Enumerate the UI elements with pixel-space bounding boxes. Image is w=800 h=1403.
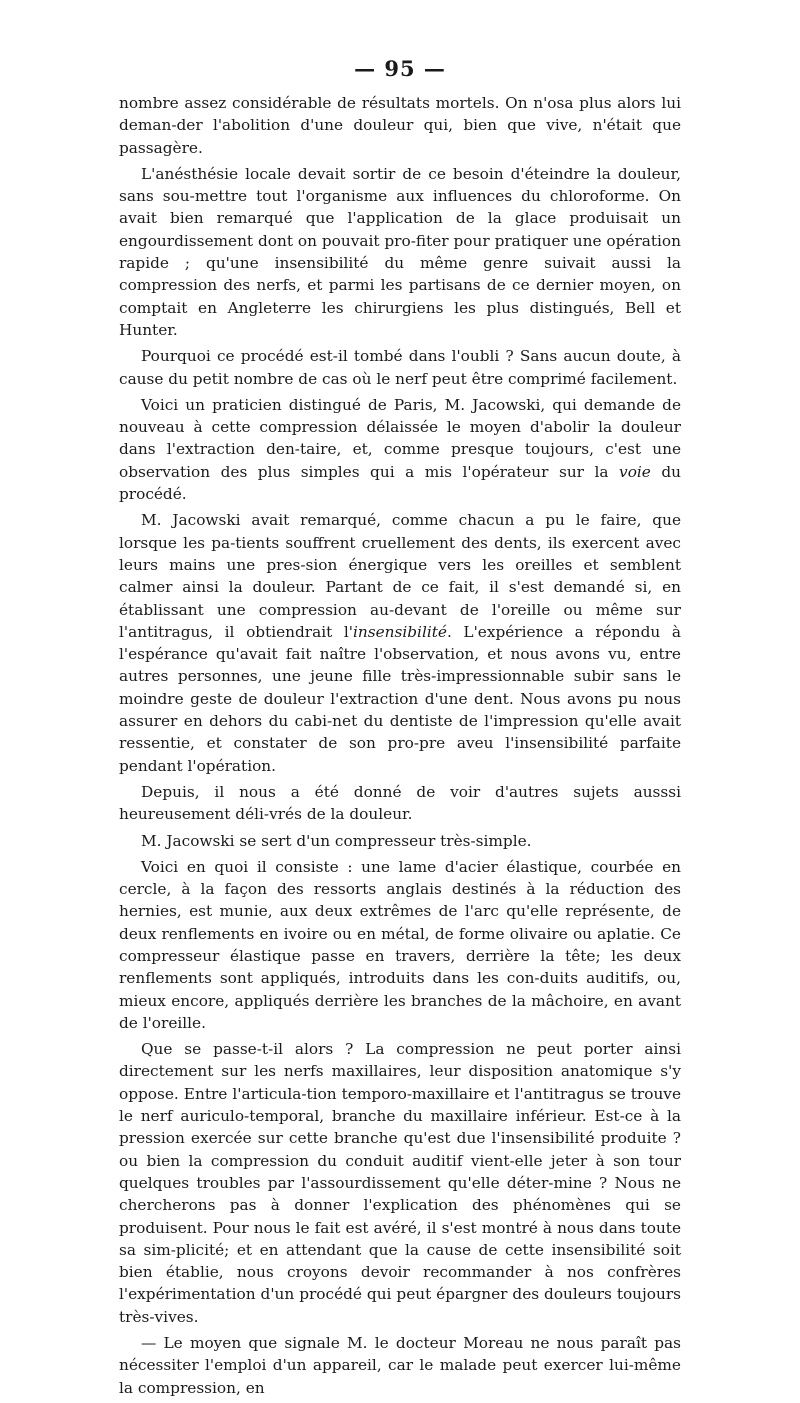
page-number: — 95 —	[354, 56, 446, 81]
paragraph-6: Depuis, il nous a été donné de voir d'autres sujets ausssi heureusement déli-vrés de la douleur.	[119, 782, 681, 824]
paragraph-4: Voici un praticien distingué de Paris, M. Jacowski, qui demande de nouveau à cette compression délaissée le moyen d'abolir la douleur dans l'extraction den-taire, et, comme presque toujours, c'est une observation des plus simples qui a mis l'opérateur sur la voie du procédé.	[119, 395, 682, 504]
paragraph-9: Que se passe-t-il alors ? La compression ne peut porter ainsi directement sur les nerfs maxillaires, leur disposition anatomique s'y oppose. Entre l'articula-tion temporo-maxillaire et l'antitragus se trouve le nerf auriculo-temporal, branche du maxillaire inférieur. Est-ce à la pression exercée sur cette branche qu'est due l'insensibilité produite ? ou bien la compression du conduit auditif vient-elle jeter à son tour quelques troubles par l'assourdissement qu'elle déter-mine ? Nous ne chercherons pas à donner l'explication des phénomènes qui se produisent. Pour nous le fait est avéré, il s'est montré à nous dans toute sa sim-plicité; et en attendant que la cause de cette insensibilité soit bien établie, nous croyons devoir recommander à nos confrères l'expérimentation d'un procédé qui peut épargner des douleurs toujours très-vives.	[119, 1040, 681, 1326]
paragraph-3: Pourquoi ce procédé est-il tombé dans l'oubli ? Sans aucun doute, à cause du petit nombre de cas où le nerf peut être comprimé facilement.	[119, 347, 681, 388]
paragraph-2: L'anésthésie locale devait sortir de ce besoin d'éteindre la douleur, sans sou-mettre tout l'organisme aux influences du chloroforme. On avait bien remarqué que l'application de la glace produisait un engourdissement dont on pouvait pro-fiter pour pratiquer une opération rapide ; qu'une insensibilité du même genre suivait aussi la compression des nerfs, et parmi les partisans de ce dernier moyen, on comptait en Angleterre les chirurgiens les plus distingués, Bell et Hunter.	[119, 164, 681, 339]
paragraph-1: nombre assez considérable de résultats mortels. On n'osa plus alors lui deman-der l'abolition d'une douleur qui, bien que vive, n'était que passagère.	[119, 94, 681, 157]
paragraph-5: M. Jacowski avait remarqué, comme chacun a pu le faire, que lorsque les pa-tients souffrent cruellement des dents, ils exercent avec leurs mains une pres-sion énergique vers les oreilles et semblent calmer ainsi la douleur. Partant de ce fait, il s'est demandé si, en établissant une compression au-devant de l'oreille ou même sur l'antitragus, il obtiendrait l'insensibilité. L'expérience a répondu à l'espérance qu'avait fait naître l'observation, et nous avons vu, entre autres personnes, une jeune fille très-impressionnable subir sans le moindre geste de douleur l'extraction d'une dent. Nous avons pu nous assurer en dehors du cabi-net du dentiste de l'impression qu'elle avait ressentie, et constater de son pro-pre aveu l'insensibilité parfaite pendant l'opération.	[119, 511, 682, 775]
paragraph-7: M. Jacowski se sert d'un compresseur très-simple.	[141, 831, 532, 850]
paragraph-10: — Le moyen que signale M. le docteur Moreau ne nous paraît pas nécessiter l'emploi d'un appareil, car le malade peut exercer lui-même la compression, en	[119, 1334, 681, 1397]
paragraph-8: Voici en quoi il consiste : une lame d'acier élastique, courbée en cercle, à la façon des ressorts anglais destinés à la réduction des hernies, est munie, aux deux extrêmes de l'arc qu'elle représente, de deux renflements en ivoire ou en métal, de forme olivaire ou aplatie. Ce compresseur élastique passe en travers, derrière la tête; les deux renflements sont appliqués, introduits dans les con-duits auditifs, ou, mieux encore, appliqués derrière les branches de la mâchoire, en avant de l'oreille.	[119, 857, 681, 1032]
italic-voie: voie	[619, 462, 651, 481]
italic-insensibilite: insensibilité	[353, 622, 447, 641]
body-text	[119, 92, 681, 1403]
